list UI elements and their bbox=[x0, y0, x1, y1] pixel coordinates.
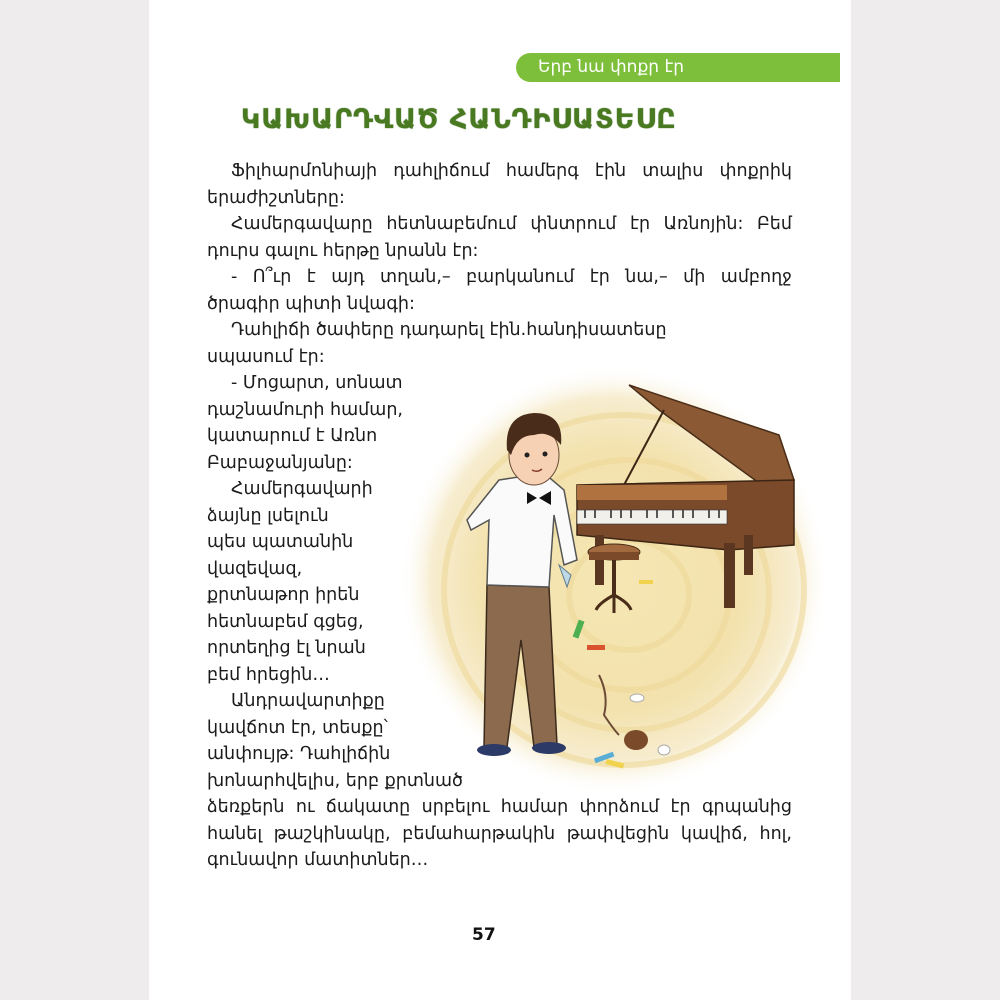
text-line: որտեղից էլ նրան bbox=[207, 638, 366, 658]
text-line: կատարում է Առնո bbox=[207, 426, 378, 446]
text-line: անփույթ: Դահլիճին bbox=[207, 744, 391, 764]
text-line: դուրս գալու հերթը նրանն էր: bbox=[207, 240, 479, 261]
text-line: երաժիշտները: bbox=[207, 187, 345, 208]
text-line: Ֆիլհարմոնիայի դահլիճում համերգ էին տալիս փոքրիկ bbox=[231, 161, 792, 181]
text-line: ձայնը լսելուն bbox=[207, 505, 329, 526]
book-page bbox=[149, 0, 851, 1000]
text-line: խոնարհվելիս, երբ քրտնած bbox=[207, 770, 463, 791]
text-line: Անդրավարտիքը bbox=[231, 691, 385, 711]
story-title: ԿԱԽԱՐԴՎԱԾ ՀԱՆԴԻՍԱՏԵՍԸ bbox=[241, 104, 677, 135]
story-text-column bbox=[207, 370, 463, 794]
text-line: Բաբաջանյանը: bbox=[207, 452, 353, 473]
text-line: ծրագիր պիտի նվագի: bbox=[207, 293, 415, 314]
text-line: Համերգավարի bbox=[231, 479, 373, 499]
text-line: գունավոր մատիտներ… bbox=[207, 850, 429, 870]
text-line: վազեվազ, bbox=[207, 558, 303, 579]
text-line: դաշնամուրի համար, bbox=[207, 399, 403, 420]
text-line: պես պատանին bbox=[207, 532, 354, 552]
text-line: Համերգավարը հետնաբեմում փնտրում էր Առնոյին: Բեմ bbox=[231, 214, 792, 234]
text-line: սպասում էր: bbox=[207, 346, 325, 367]
text-line: բեմ հրեցին… bbox=[207, 664, 330, 685]
text-line: - Մոցարտ, սոնատ bbox=[231, 373, 403, 393]
text-line: կավճոտ էր, տեսքը՝ bbox=[207, 717, 388, 738]
text-line: ձեռքերն ու ճակատը սրբելու համար փորձում էր գրպանից bbox=[207, 797, 792, 817]
text-line: - Ո՞ւր է այդ տղան,– բարկանում էր նա,– մի ամբողջ bbox=[231, 267, 792, 287]
story-text-top bbox=[207, 158, 792, 370]
text-line: հետնաբեմ գցեց, bbox=[207, 611, 364, 632]
section-banner: Երբ նա փոքր էր bbox=[516, 53, 840, 82]
text-line: քրտնաթոր իրեն bbox=[207, 585, 360, 605]
text-line: հանել թաշկինակը, բեմահարթակին թափվեցին կավիճ, հոլ, bbox=[207, 823, 792, 844]
illustration-boy-piano bbox=[399, 355, 829, 795]
text-line: Դահլիճի ծափերը դադարել էին.հանդիսատեսը bbox=[231, 320, 667, 340]
story-text-bottom bbox=[207, 794, 792, 874]
page-number: 57 bbox=[472, 925, 496, 945]
